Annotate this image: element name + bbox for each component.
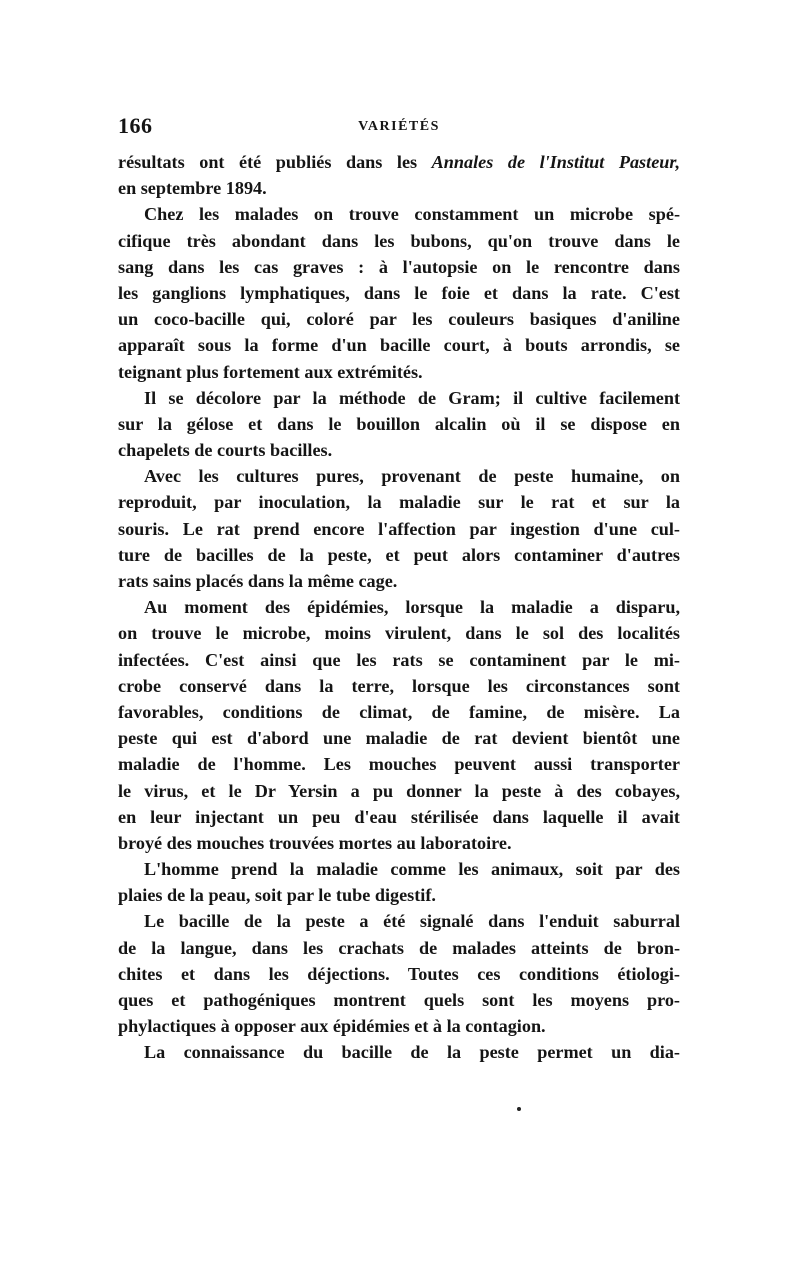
text-line xyxy=(118,149,680,175)
line-text: infectées. C'est ainsi que les rats se contaminent par le mi- xyxy=(118,649,680,670)
line-text: Avec les cultures pures, provenant de peste humaine, on xyxy=(144,466,680,487)
text-line xyxy=(118,830,680,856)
text-line xyxy=(118,306,680,332)
text-line xyxy=(118,647,680,673)
text-line xyxy=(118,725,680,751)
line-text: de la langue, dans les crachats de malades atteints de bron- xyxy=(118,937,680,958)
text-line xyxy=(118,542,680,568)
line-text: apparaît sous la forme d'un bacille court, à bouts arrondis, se xyxy=(118,335,680,356)
line-text: on trouve le microbe, moins virulent, dans le sol des localités xyxy=(118,623,680,644)
line-text: maladie de l'homme. Les mouches peuvent aussi transporter xyxy=(118,754,680,775)
text-line xyxy=(118,332,680,358)
text-line xyxy=(118,489,680,515)
text-line xyxy=(118,359,680,385)
line-text: en leur injectant un peu d'eau stérilisée dans laquelle il avait xyxy=(118,806,680,827)
line-text: Le bacille de la peste a été signalé dans l'enduit saburral xyxy=(144,911,680,932)
line-text: ques et pathogéniques montrent quels sont les moyens pro- xyxy=(118,990,680,1010)
text-line xyxy=(118,385,680,411)
line-text: L'homme prend la maladie comme les animaux, soit par des xyxy=(144,859,680,880)
line-text: souris. Le rat prend encore l'affection par ingestion d'une cul- xyxy=(118,518,680,539)
text-line xyxy=(118,856,680,882)
line-text: teignant plus fortement aux extrémités. xyxy=(118,361,423,382)
text-line xyxy=(118,882,680,908)
line-text: les ganglions lymphatiques, dans le foie et dans la rate. C'est xyxy=(118,282,680,303)
line-text: en septembre 1894. xyxy=(118,178,267,199)
body-text xyxy=(118,149,680,1066)
line-text: La connaissance du bacille de la peste permet un dia- xyxy=(144,1042,680,1063)
line-text: sur la gélose et dans le bouillon alcalin où il se dispose en xyxy=(118,413,680,434)
line-text: cifique très abondant dans les bubons, qu'on trouve dans le xyxy=(118,230,680,251)
text-line xyxy=(118,987,680,1013)
text-line xyxy=(118,175,680,201)
text-line xyxy=(118,961,680,987)
page-header xyxy=(118,113,680,145)
line-text: Il se décolore par la méthode de Gram; il cultive facilement xyxy=(144,387,680,408)
text-line xyxy=(118,1039,680,1065)
text-line xyxy=(118,1013,680,1039)
line-text: broyé des mouches trouvées mortes au laboratoire. xyxy=(118,832,512,853)
line-text: rats sains placés dans la même cage. xyxy=(118,571,398,591)
line-text: Chez les malades on trouve constamment un microbe spé- xyxy=(144,204,680,225)
text-line xyxy=(118,280,680,306)
line-text: crobe conservé dans la terre, lorsque les circonstances sont xyxy=(118,675,680,696)
line-text: le virus, et le Dr Yersin a pu donner la peste à des cobayes, xyxy=(118,780,680,801)
line-text: ture de bacilles de la peste, et peut alors contaminer d'autres xyxy=(118,544,680,565)
line-text: phylactiques à opposer aux épidémies et à la contagion. xyxy=(118,1016,546,1037)
text-line xyxy=(118,437,680,463)
line-text: plaies de la peau, soit par le tube digestif. xyxy=(118,885,436,906)
text-line xyxy=(118,228,680,254)
text-line xyxy=(118,594,680,620)
line-text: reproduit, par inoculation, la maladie sur le rat et sur la xyxy=(118,492,680,513)
text-line xyxy=(118,778,680,804)
text-line xyxy=(118,463,680,489)
line-text: Au moment des épidémies, lorsque la maladie a disparu, xyxy=(144,597,680,618)
text-line xyxy=(118,804,680,830)
line-text: un coco-bacille qui, coloré par les couleurs basiques d'aniline xyxy=(118,309,680,330)
text-line xyxy=(118,254,680,280)
line-text: résultats ont été publiés dans les xyxy=(118,152,432,172)
text-line xyxy=(118,751,680,777)
text-line xyxy=(118,568,680,594)
journal-title: Annales de l'Institut Pasteur, xyxy=(431,152,680,172)
text-line xyxy=(118,699,680,725)
text-line xyxy=(118,620,680,646)
line-text: peste qui est d'abord une maladie de rat devient bientôt une xyxy=(118,728,680,749)
text-line xyxy=(118,908,680,934)
text-line xyxy=(118,201,680,227)
line-text: sang dans les cas graves : à l'autopsie on le rencontre dans xyxy=(118,256,680,277)
text-line xyxy=(118,935,680,961)
ink-speck xyxy=(517,1107,521,1111)
running-head: VARIÉTÉS xyxy=(358,119,440,134)
line-text: chites et dans les déjections. Toutes ces conditions étiologi- xyxy=(118,963,680,984)
line-text: chapelets de courts bacilles. xyxy=(118,440,333,461)
line-text: favorables, conditions de climat, de famine, de misère. La xyxy=(118,701,680,722)
text-line xyxy=(118,411,680,437)
text-line xyxy=(118,673,680,699)
page-number: 166 xyxy=(118,113,153,138)
text-line xyxy=(118,516,680,542)
